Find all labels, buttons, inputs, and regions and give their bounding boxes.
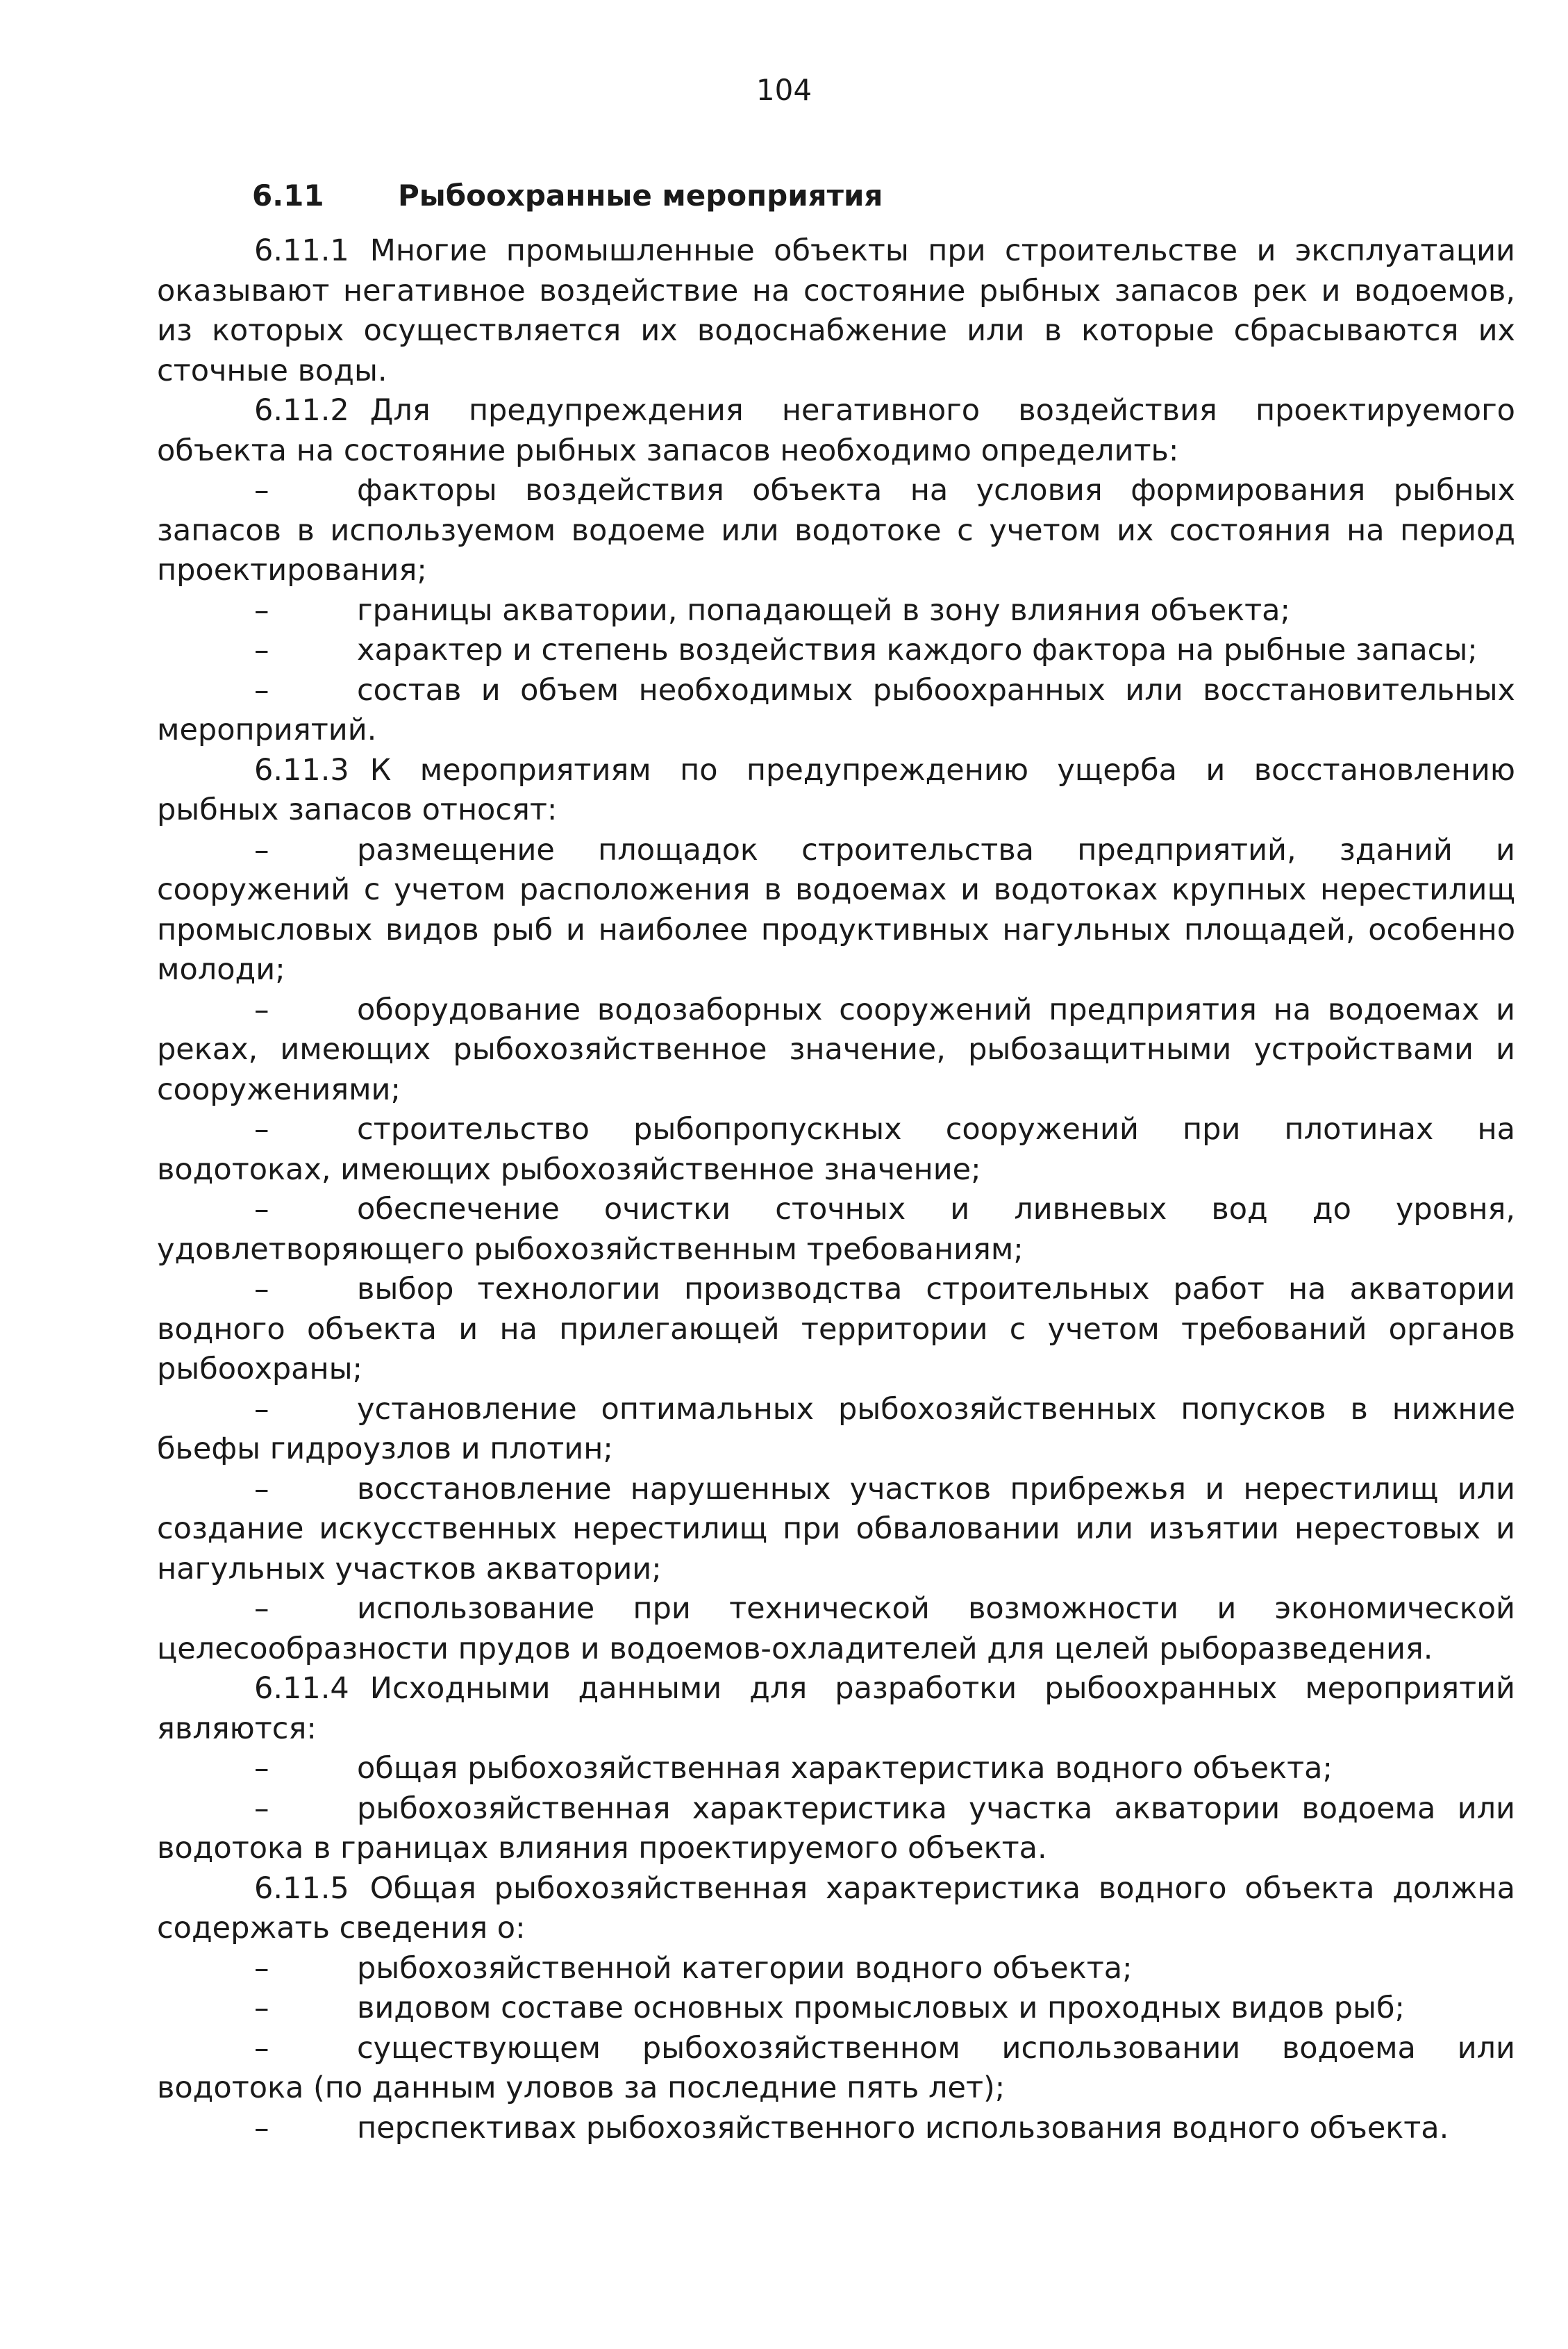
clause-paragraph	[157, 391, 1515, 471]
list-dash: –	[254, 1751, 269, 1786]
list-item	[157, 1110, 1515, 1190]
list-dash: –	[254, 1391, 269, 1427]
clause-text: Для предупреждения негативного воздействия проектируемого объекта на состояние рыбных запасов необходимо определить:	[157, 393, 1515, 468]
section-number: 6.11	[252, 179, 324, 213]
list-item-text: обеспечение очистки сточных и ливневых вод до уровня, удовлетворяющего рыбохозяйственным требованиям;	[157, 1192, 1515, 1267]
list-dash: –	[254, 473, 269, 508]
list-item	[157, 1589, 1515, 1669]
list-dash: –	[254, 1950, 269, 1986]
list-item	[157, 631, 1515, 671]
clause-number: 6.11.3	[254, 752, 349, 788]
list-dash: –	[254, 832, 269, 868]
list-dash: –	[254, 2030, 269, 2066]
list-item-text: восстановление нарушенных участков прибрежья и нерестилищ или создание искусственных нерестилищ при обваловании или изъятии нерестовых и нагульных участков акватории;	[157, 1471, 1515, 1586]
list-item	[157, 471, 1515, 591]
list-item-text: оборудование водозаборных сооружений предприятия на водоемах и реках, имеющих рыбохозяйственное значение, рыбозащитными устройствами и сооружениями;	[157, 992, 1515, 1107]
list-item-text: перспективах рыбохозяйственного использования водного объекта.	[357, 2110, 1449, 2145]
list-item-text: использование при технической возможности и экономической целесообразности прудов и водоемов-охладителей для целей рыборазведения.	[157, 1591, 1515, 1666]
list-dash: –	[254, 1112, 269, 1147]
document-body	[157, 231, 1515, 2148]
section-title: Рыбоохранные мероприятия	[398, 179, 883, 213]
list-dash: –	[254, 2110, 269, 2145]
list-dash: –	[254, 633, 269, 667]
list-item	[157, 1390, 1515, 1470]
clause-number: 6.11.2	[254, 393, 349, 428]
list-item-text: состав и объем необходимых рыбоохранных или восстановительных мероприятий.	[157, 672, 1515, 747]
clause-number: 6.11.4	[254, 1671, 349, 1706]
list-dash: –	[254, 1192, 269, 1227]
list-item-text: существующем рыбохозяйственном использовании водоема или водотока (по данным уловов за последние пять лет);	[157, 2030, 1515, 2105]
list-item	[157, 1190, 1515, 1270]
list-item-text: факторы воздействия объекта на условия формирования рыбных запасов в используемом водоеме или водотоке с учетом их состояния на период проектирования;	[157, 473, 1515, 588]
list-dash: –	[254, 672, 269, 708]
clause-text: К мероприятиям по предупреждению ущерба и восстановлению рыбных запасов относят:	[157, 752, 1515, 827]
list-item-text: границы акватории, попадающей в зону влияния объекта;	[357, 592, 1290, 628]
list-item-text: характер и степень воздействия каждого фактора на рыбные запасы;	[357, 633, 1478, 667]
list-item-text: выбор технологии производства строительных работ на акватории водного объекта и на прилегающей территории с учетом требований органов рыбоохраны;	[157, 1272, 1515, 1386]
list-dash: –	[254, 1991, 269, 2025]
clause-paragraph	[157, 1869, 1515, 1949]
section-heading	[252, 176, 883, 215]
list-item	[157, 2029, 1515, 2109]
list-dash: –	[254, 1591, 269, 1626]
list-item	[157, 1789, 1515, 1869]
list-item	[157, 1749, 1515, 1789]
clause-number: 6.11.5	[254, 1870, 349, 1906]
list-item	[157, 831, 1515, 990]
list-item-text: общая рыбохозяйственная характеристика водного объекта;	[357, 1751, 1333, 1786]
clause-text: Многие промышленные объекты при строительстве и эксплуатации оказывают негативное воздействие на состояние рыбных запасов рек и водоемов, из которых осуществляется их водоснабжение или в которые сбрасываются их сточные воды.	[157, 233, 1515, 388]
clause-text: Общая рыбохозяйственная характеристика водного объекта должна содержать сведения о:	[157, 1870, 1515, 1945]
list-dash: –	[254, 1791, 269, 1826]
list-dash: –	[254, 992, 269, 1027]
clause-paragraph	[157, 1669, 1515, 1749]
list-item	[157, 990, 1515, 1111]
list-item-text: рыбохозяйственная характеристика участка акватории водоема или водотока в границах влияния проектируемого объекта.	[157, 1791, 1515, 1866]
list-dash: –	[254, 1272, 269, 1306]
list-item	[157, 2109, 1515, 2149]
clause-paragraph	[157, 231, 1515, 391]
list-dash: –	[254, 592, 269, 628]
clause-paragraph	[157, 751, 1515, 831]
list-item	[157, 1989, 1515, 2029]
list-item-text: рыбохозяйственной категории водного объекта;	[357, 1950, 1133, 1986]
list-item-text: видовом составе основных промысловых и проходных видов рыб;	[357, 1991, 1405, 2025]
list-item-text: строительство рыбопропускных сооружений при плотинах на водотоках, имеющих рыбохозяйственное значение;	[157, 1112, 1515, 1187]
list-item	[157, 671, 1515, 751]
list-item	[157, 1270, 1515, 1390]
page-number: 104	[756, 73, 812, 107]
list-item-text: размещение площадок строительства предприятий, зданий и сооружений с учетом расположения в водоемах и водотоках крупных нерестилищ промысловых видов рыб и наиболее продуктивных нагульных площадей, особенно молоди;	[157, 832, 1515, 987]
list-item-text: установление оптимальных рыбохозяйственных попусков в нижние бьефы гидроузлов и плотин;	[157, 1391, 1515, 1466]
clause-number: 6.11.1	[254, 233, 349, 268]
list-item	[157, 1470, 1515, 1590]
clause-text: Исходными данными для разработки рыбоохранных мероприятий являются:	[157, 1671, 1515, 1746]
list-dash: –	[254, 1471, 269, 1506]
list-item	[157, 1949, 1515, 1989]
list-item	[157, 591, 1515, 631]
